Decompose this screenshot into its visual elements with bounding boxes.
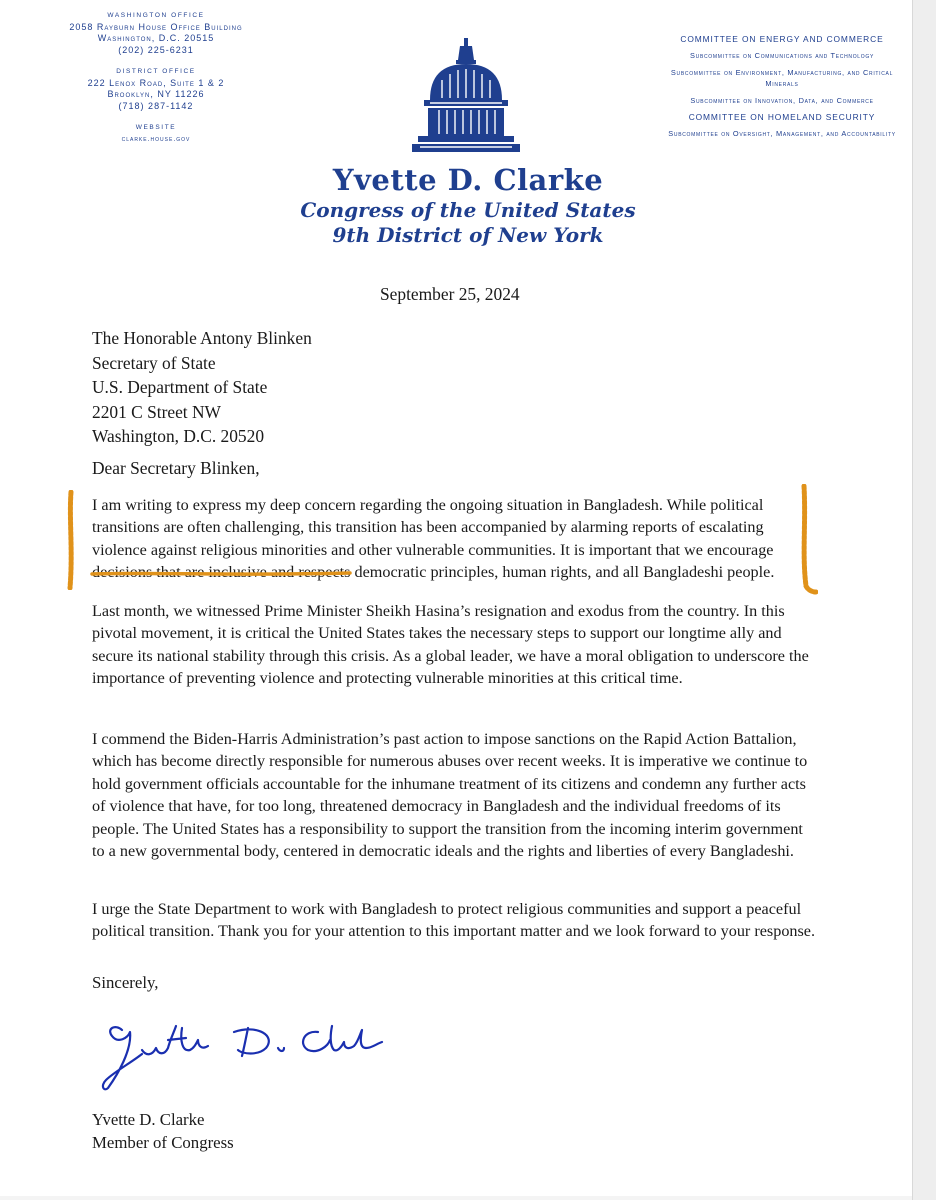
recipient-line: U.S. Department of State [92, 377, 268, 398]
highlight-underline [90, 566, 352, 584]
body-paragraph: Last month, we witnessed Prime Minister Sheikh Hasina’s resignation and exodus from the country. In this pivotal movement, it is critical the United States takes the necessary steps to support our longtime ally and secure its national stability through this crisis. As a global leader, we have a moral obligation to underscore the importance of preventing violence and protecting vulnerable minorities at this critical time. [92, 602, 809, 688]
washington-office-line: Washington, D.C. 20515 [97, 33, 215, 43]
subcommittee-name: Subcommittee on Communications and Technology [690, 51, 874, 60]
letterhead-masthead [250, 162, 686, 248]
masthead-line: 9th District of New York [332, 223, 604, 247]
washington-office-label: WASHINGTON OFFICE [107, 12, 205, 19]
closing: Sincerely, [92, 973, 159, 992]
salutation: Dear Secretary Blinken, [92, 458, 260, 478]
subcommittee-name: Subcommittee on Environment, Manufacturing, and Critical Minerals [670, 68, 894, 88]
signer-title: Member of Congress [92, 1133, 234, 1152]
district-office-line: (718) 287-1142 [118, 100, 194, 111]
highlight-bracket-left [64, 490, 78, 595]
signature-block [92, 1108, 234, 1154]
district-office-line: 222 Lenox Road, Suite 1 & 2 [87, 77, 225, 88]
masthead-line: Congress of the United States [300, 198, 636, 222]
member-name: Yvette D. Clarke [332, 163, 604, 197]
subcommittee-name: Subcommittee on Innovation, Data, and Commerce [690, 96, 874, 105]
district-office-line: Brooklyn, NY 11226 [107, 89, 205, 99]
signer-name: Yvette D. Clarke [92, 1110, 205, 1129]
washington-office-line: 2058 Rayburn House Office Building [69, 21, 243, 32]
recipient-line: Washington, D.C. 20520 [92, 426, 265, 447]
committee-list [668, 34, 896, 145]
website-label: WEBSITE [135, 124, 177, 131]
letter-date: September 25, 2024 [380, 284, 520, 304]
body-paragraph: I commend the Biden-Harris Administration’s past action to impose sanctions on the Rapid Action Battalion, which has become directly responsible for numerous abuses over recent weeks. It is imperative we continue to hold government officials accountable for the inhumane treatment of its citizens and condemn any further acts of violence that have, for too long, threatened democracy in Bangladesh and the individual freedoms of its people. The United States has a responsibility to support the transition from the incoming interim government to a new governmental body, centered in democratic ideals and the rights and liberties of every Bangladeshi. [92, 730, 808, 861]
committee-name: COMMITTEE ON HOMELAND SECURITY [688, 112, 876, 122]
district-office-label: DISTRICT OFFICE [116, 68, 196, 75]
body-paragraph: I am writing to express my deep concern regarding the ongoing situation in Bangladesh. While political transitions are often challenging, this transition has been accompanied by alarming reports of escalating violence against religious minorities and other vulnerable communities. It is important that we encourage decisions that are inclusive and respects democratic principles, human rights, and all Bangladeshi people. [92, 496, 775, 582]
signature [98, 1010, 388, 1099]
website-value: clarke.house.gov [121, 135, 191, 143]
washington-office-line: (202) 225-6231 [118, 44, 194, 55]
recipient-line: 2201 C Street NW [92, 401, 221, 422]
capitol-dome-icon [410, 36, 522, 159]
highlight-bracket-right [796, 484, 818, 601]
body-paragraph: I urge the State Department to work with Bangladesh to protect religious communities and support a peaceful political transition. Thank you for your attention to this important matter and we look forward to your response. [92, 900, 816, 941]
subcommittee-name: Subcommittee on Oversight, Management, and Accountability [668, 129, 896, 138]
recipient-line: Secretary of State [92, 352, 216, 373]
washington-office-block [56, 10, 256, 145]
page-edge [912, 0, 936, 1200]
committee-name: COMMITTEE ON ENERGY AND COMMERCE [680, 34, 884, 44]
recipient-line: The Honorable Antony Blinken [92, 328, 312, 348]
recipient-address [92, 326, 312, 449]
